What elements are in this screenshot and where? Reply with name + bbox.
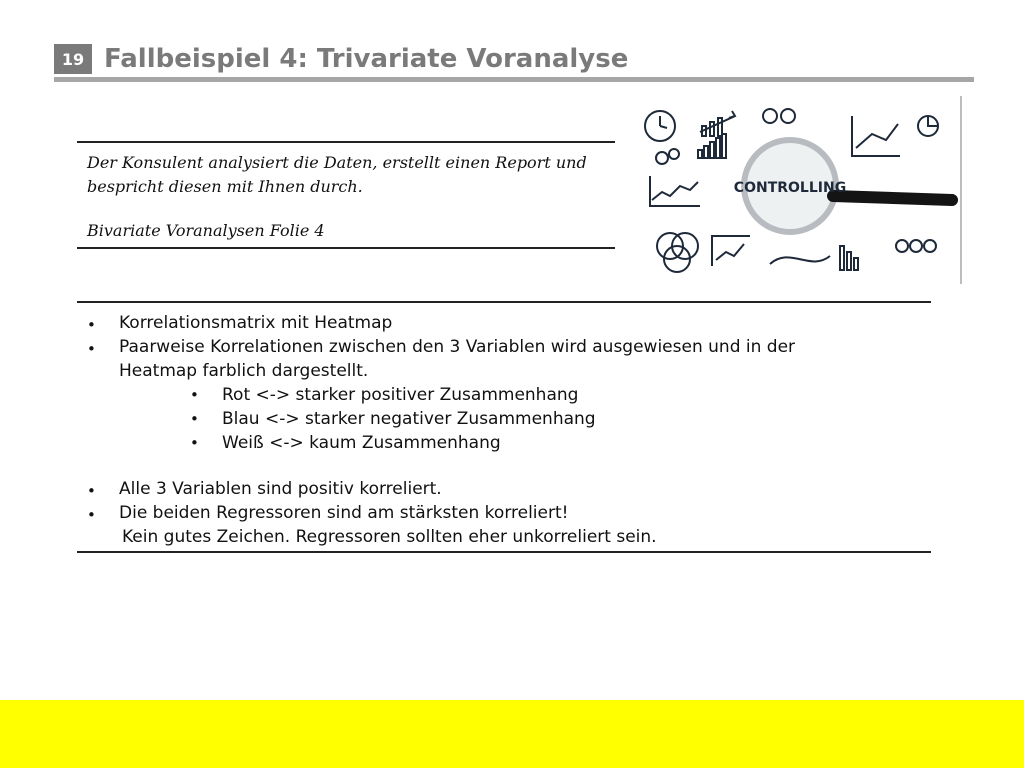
- bullet-text-continuation: Kein gutes Zeichen. Regressoren sollten eher unkorreliert sein.: [122, 527, 657, 547]
- title-divider: [54, 77, 974, 82]
- controlling-sketch-svg: [640, 96, 960, 284]
- slide-title: Fallbeispiel 4: Trivariate Voranalyse: [104, 44, 629, 74]
- bullet-text: Alle 3 Variablen sind positiv korreliert.: [119, 479, 442, 499]
- bullet-text: Paarweise Korrelationen zwischen den 3 Variablen wird ausgewiesen und in der: [119, 337, 796, 357]
- bullet-symbol: •: [87, 316, 96, 334]
- sub-bullet-symbol: •: [190, 410, 199, 428]
- growth-chart-icon: [852, 116, 900, 156]
- slide-number: 19: [54, 44, 92, 74]
- sub-bullet-text: Rot <-> starker positiver Zusammenhang: [222, 385, 579, 405]
- bullet-symbol: •: [87, 340, 96, 358]
- bullet-text: Die beiden Regressoren sind am stärksten korreliert!: [119, 503, 569, 523]
- sub-bullet-text: Blau <-> starker negativer Zusammenhang: [222, 409, 596, 429]
- bullet-text-continuation: Heatmap farblich dargestellt.: [119, 361, 369, 381]
- sub-bullet-symbol: •: [190, 434, 199, 452]
- info-reference: Bivariate Voranalysen Folie 4: [87, 221, 325, 240]
- chart-icon: [712, 236, 750, 266]
- bars-right-icon: [840, 246, 858, 270]
- smiley-icon: [763, 109, 777, 123]
- content-box: [77, 301, 931, 553]
- controlling-illustration: [640, 96, 962, 284]
- sub-bullet-symbol: •: [190, 386, 199, 404]
- bullet-symbol: •: [87, 482, 96, 500]
- info-description: Der Konsulent analysiert die Daten, erstellt einen Report und bespricht diesen mit Ihnen durch.: [87, 153, 587, 196]
- bar-chart-icon: [698, 134, 726, 158]
- venn-diagram-icon: [657, 233, 698, 272]
- info-box: [77, 141, 615, 249]
- controlling-label: CONTROLLING: [733, 180, 847, 196]
- network-icon: [896, 240, 936, 252]
- bullet-text: Korrelationsmatrix mit Heatmap: [119, 313, 393, 333]
- line-chart-icon: [650, 176, 700, 206]
- gear-icon: [656, 152, 668, 164]
- bullet-symbol: •: [87, 506, 96, 524]
- sub-bullet-text: Weiß <-> kaum Zusammenhang: [222, 433, 501, 453]
- footer-bar: [0, 700, 1024, 768]
- map-icon: [770, 256, 830, 264]
